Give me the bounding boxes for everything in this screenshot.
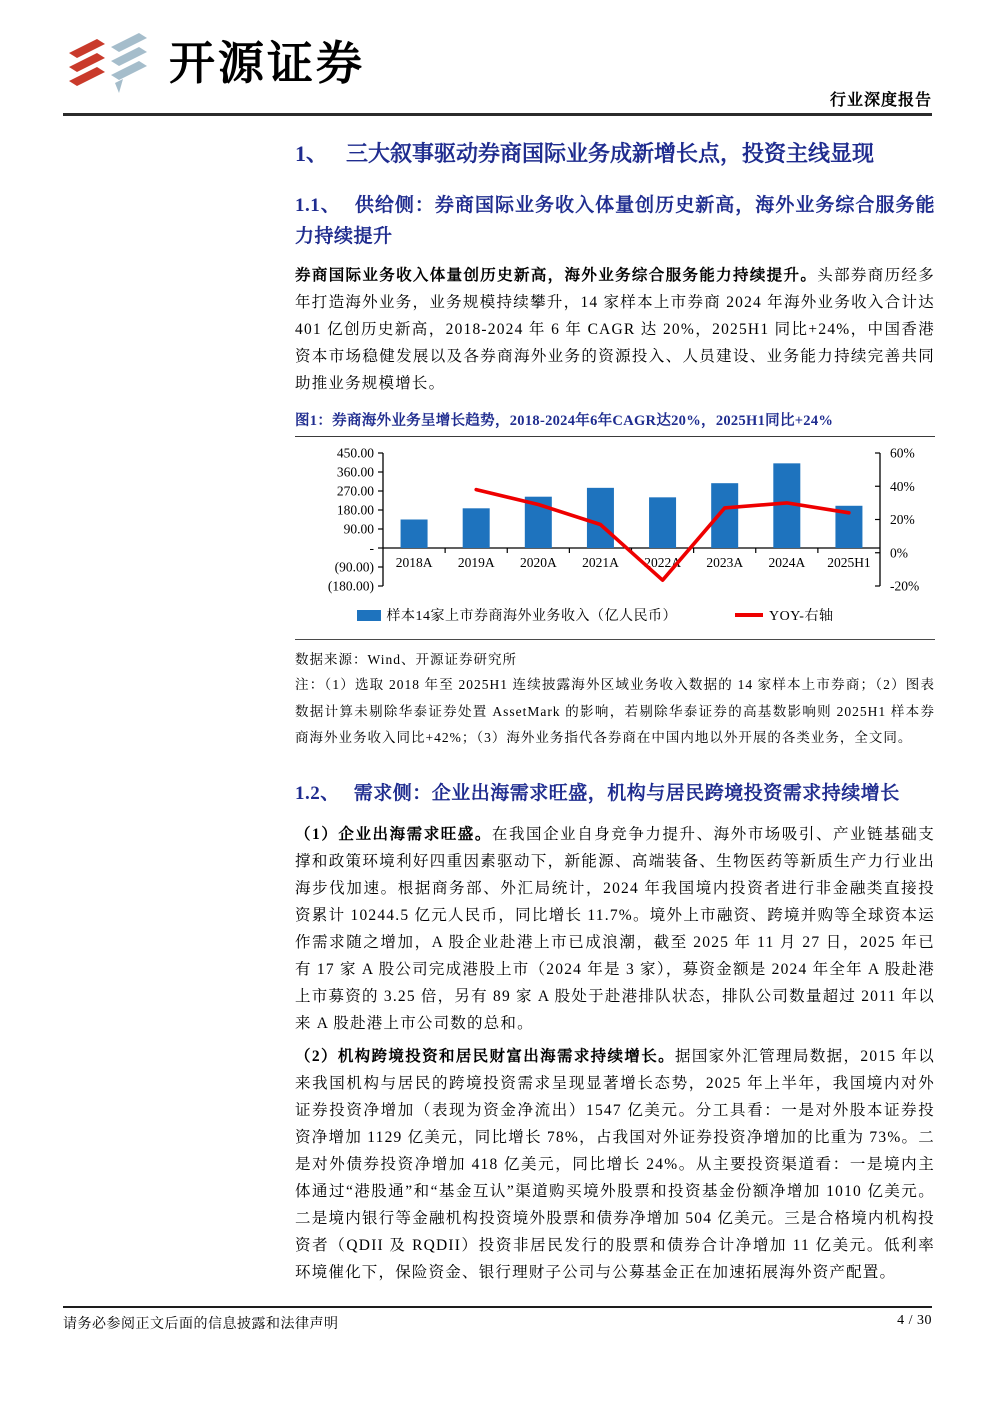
figure-1-bottom-rule xyxy=(295,639,935,640)
svg-text:2019A: 2019A xyxy=(457,555,495,570)
svg-text:2021A: 2021A xyxy=(582,555,619,570)
main-content xyxy=(295,113,935,1286)
supply-paragraph xyxy=(295,262,935,397)
section-1-1-number: 1.1、 xyxy=(295,195,341,216)
svg-text:40%: 40% xyxy=(890,478,915,494)
svg-text:(180.00): (180.00) xyxy=(327,578,374,594)
svg-text:20%: 20% xyxy=(890,512,915,527)
demand-paragraph-1-text: 在我国企业自身竞争力提升、海外市场吸引、产业链基础支撑和政策环境利好四重因素驱动下，新能源、高端装备、生物医药等新质生产力行业出海步伐加速。根据商务部、外汇局统计，2024 年我国境内投资者进行非金融类直接投资累计 10244.5 亿元人民币，同比增长 11.7%。境外上市融资、跨境并购等全球资本运作需求随之增加，A 股企业赴港上市已成浪潮，截至 2025 年 11 月 27 日，2025 年已有 17 家 A 股公司完成港股上市（2024 年是 3 家），募资金额是 2024 年全年 A 股赴港上市募资的 3.25 倍，另有 89 家 A 股处于赴港排队状态，排队公司数量超过 2011 年以来 A 股赴港上市公司数的总和。 xyxy=(295,825,936,1032)
demand-paragraph-1 xyxy=(295,821,935,1037)
page-number: 4 / 30 xyxy=(897,1313,932,1328)
legend-item-line xyxy=(735,605,833,625)
demand-paragraph-2-text: 据国家外汇管理局数据，2015 年以来我国机构与居民的跨境投资需求呈现显著增长态势，2025 年上半年，我国境内对外证券投资净增加（表现为资金净流出）1547 亿美元。分工具看：一是对外股本证券投资净增加 1129 亿美元，同比增长 78%，占我国对外证券投资净增加的比重为 73%。二是对外债券投资净增加 418 亿美元，同比增长 24%。从主要投资渠道看：一是境内主体通过“港股通”和“基金互认”渠道购买境外股票和投资基金份额净增加 1010 亿美元。二是境内银行等金融机构投资境外股票和债券净增加 504 亿美元。三是合格境内机构投资者（QDII 及 RQDII）投资非居民发行的股票和债券合计净增加 11 亿美元。低利率环境催化下，保险资金、银行理财子公司与公募基金正在加速拓展海外资产配置。 xyxy=(295,1047,935,1281)
svg-text:-20%: -20% xyxy=(890,578,920,594)
brand-name: 开源证券 xyxy=(169,37,365,89)
footer-disclaimer: 请务必参阅正文后面的信息披露和法律声明 xyxy=(63,1317,339,1332)
bar-series-label: 样本14家上市券商海外业务收入（亿人民币） xyxy=(386,609,678,624)
page-footer xyxy=(63,1306,932,1333)
demand-paragraph-1-lead: （1）企业出海需求旺盛。 xyxy=(295,825,492,843)
section-1-1-title: 供给侧：券商国际业务收入体量创历史新高，海外业务综合服务能力持续提升 xyxy=(295,195,935,247)
svg-text:2025H1: 2025H1 xyxy=(827,555,871,570)
figure-1-note: 注：（1）选取 2018 年至 2025H1 连续披露海外区域业务收入数据的 14 家样本上市券商；（2）图表数据计算未剔除华泰证券处置 AssetMark 的影响，若剔除华泰证券的高基数影响则 2025H1 样本券商海外业务收入同比+42%；（3）海外业务指代各券商在中国内地以外开展的各类业务，全文同。 xyxy=(295,677,935,745)
demand-paragraph-2-lead: （2）机构跨境投资和居民财富出海需求持续增长。 xyxy=(295,1047,675,1065)
supply-paragraph-lead: 券商国际业务收入体量创历史新高，海外业务综合服务能力持续提升。 xyxy=(295,267,818,284)
svg-text:2022A: 2022A xyxy=(644,555,681,570)
svg-text:2024A: 2024A xyxy=(768,555,806,570)
supply-paragraph-text: 头部券商历经多年打造海外业务，业务规模持续攀升，14 家样本上市券商 2024 年海外业务收入合计达 401 亿创历史新高，2018-2024 年 6 年 CAGR 达 20%，2025H1 同比+24%，中国香港资本市场稳健发展以及各券商海外业务的资源投入、人员建设、业务能力持续完善共同助推业务规模增长。 xyxy=(295,267,935,392)
section-1-number: 1、 xyxy=(295,141,329,166)
svg-text:-: - xyxy=(369,540,374,556)
svg-text:2023A: 2023A xyxy=(706,555,744,570)
svg-text:180.00: 180.00 xyxy=(336,502,374,518)
kaiyuan-logo-icon xyxy=(63,27,167,99)
line-series-label: YOY-右轴 xyxy=(769,609,834,624)
figure-1 xyxy=(295,409,935,752)
demand-paragraph-2 xyxy=(295,1043,935,1286)
svg-text:2020A: 2020A xyxy=(519,555,557,570)
svg-text:(90.00): (90.00) xyxy=(334,559,374,575)
section-1-2-title: 需求侧：企业出海需求旺盛，机构与居民跨境投资需求持续增长 xyxy=(353,782,900,804)
section-1-2-number: 1.2、 xyxy=(295,782,340,804)
section-1-2-heading xyxy=(295,778,935,809)
brand xyxy=(63,27,365,99)
figure-1-legend xyxy=(275,605,915,625)
section-1-heading xyxy=(295,139,935,169)
svg-text:450.00: 450.00 xyxy=(336,445,374,461)
doc-type-label: 行业深度报告 xyxy=(829,92,932,109)
svg-text:360.00: 360.00 xyxy=(336,464,374,480)
line-series-swatch-icon xyxy=(735,613,763,617)
legend-item-bar xyxy=(357,605,678,625)
figure-1-title: 图1：券商海外业务呈增长趋势，2018-2024年6年CAGR达20%，2025H1同比+24% xyxy=(295,409,935,437)
svg-text:90.00: 90.00 xyxy=(343,521,374,537)
svg-text:60%: 60% xyxy=(890,445,915,461)
svg-text:270.00: 270.00 xyxy=(336,483,374,499)
section-1-title: 三大叙事驱动券商国际业务成新增长点，投资主线显现 xyxy=(346,141,875,166)
svg-text:2018A: 2018A xyxy=(395,555,433,570)
page-header xyxy=(63,0,932,116)
bar-series-swatch-icon xyxy=(357,610,381,621)
figure-1-source: 数据来源：Wind、开源证券研究所 xyxy=(295,652,517,667)
section-1-1-heading xyxy=(295,190,935,252)
svg-text:0%: 0% xyxy=(890,545,908,561)
figure-1-chart xyxy=(295,445,935,597)
